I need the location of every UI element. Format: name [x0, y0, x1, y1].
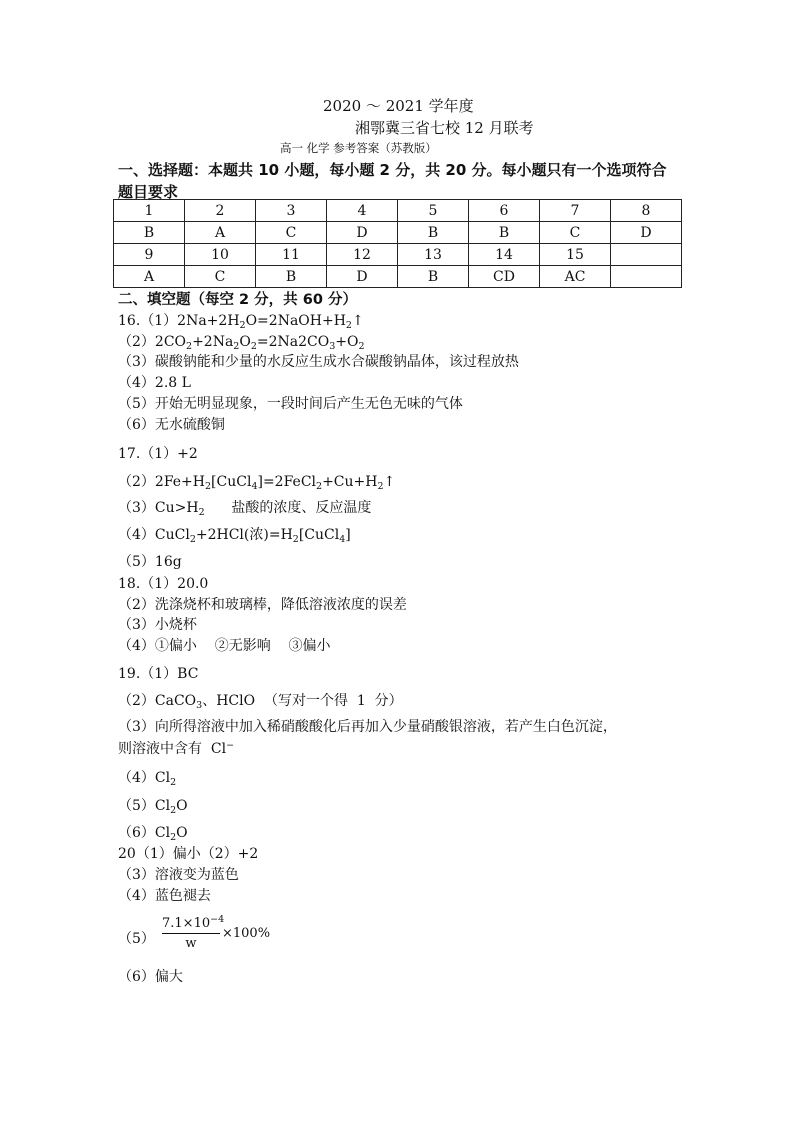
- q17-line4: （4）CuCl$_2$+2HCl(浓)$=H_2[CuCl_4]$: [118, 527, 351, 545]
- q19-line3-cont: 则溶液中含有 Cl−: [118, 740, 235, 757]
- q20-line4: （4）蓝色褪去: [118, 888, 211, 904]
- table-cell: 11: [256, 244, 327, 266]
- table-cell: D: [327, 222, 398, 244]
- q19-line5: $(5)Cl_2O$: [118, 798, 188, 816]
- table-cell: 5: [398, 200, 469, 222]
- q19-line2: （2）CaCO$_3$、HClO （写对一个得 1 分）: [118, 693, 403, 711]
- table-cell: 6: [469, 200, 540, 222]
- table-cell: 2: [185, 200, 256, 222]
- table-row: [114, 222, 682, 244]
- table-cell: B: [469, 222, 540, 244]
- header-year: 2020 ～ 2021 学年度: [323, 97, 474, 115]
- fraction-denominator: w: [185, 936, 197, 951]
- q18-line4: （4）①偏小 ②无影响 ③偏小: [118, 638, 331, 654]
- q16-line6: （6）无水硫酸铜: [118, 417, 225, 433]
- section1-title-cont: 题目要求: [118, 183, 179, 201]
- table-cell: AC: [540, 266, 611, 288]
- header-subject: 高一 化学 参考答案（苏教版）: [280, 141, 437, 155]
- table-cell: CD: [469, 266, 540, 288]
- answer-table: [113, 199, 682, 288]
- q17-line2: $(2)2Fe+H_2[CuCl_4]=2FeCl_2+Cu+H_2↑$: [118, 474, 396, 492]
- q17-line5: （5）16g: [118, 554, 182, 570]
- table-cell: C: [540, 222, 611, 244]
- table-cell: 1: [114, 200, 185, 222]
- header-exam-name: 湘鄂冀三省七校 12 月联考: [355, 119, 534, 137]
- q20-fraction: [162, 914, 225, 951]
- q17-line1: 17.（1）+2: [118, 446, 198, 462]
- fraction-multiplier: ×100%: [222, 926, 271, 941]
- q19-line4: $(4)Cl_2$: [118, 770, 177, 788]
- q20-line5-label: （5）: [118, 931, 155, 947]
- table-cell: C: [185, 266, 256, 288]
- q18-line1: 18.（1）20.0: [118, 576, 209, 592]
- table-cell: B: [114, 222, 185, 244]
- table-cell: 8: [611, 200, 682, 222]
- q20-line6: （6）偏大: [118, 969, 183, 985]
- q20-line3: （3）溶液变为蓝色: [118, 867, 239, 883]
- q19-line6: $(6)Cl_2O$: [118, 825, 188, 843]
- section1-title: 一、选择题：本题共 10 小题，每小题 2 分，共 20 分。每小题只有一个选项符合: [118, 161, 667, 179]
- q19-line3: （3）向所得溶液中加入稀硝酸酸化后再加入少量硝酸银溶液，若产生白色沉淀，: [118, 719, 617, 735]
- q19-line1: 19.（1）BC: [118, 666, 199, 682]
- q17-line3: $(3)Cu>H_2$ 盐酸的浓度、反应温度: [118, 500, 372, 518]
- table-cell: 14: [469, 244, 540, 266]
- q20-line1: 20（1）偏小（2）+2: [118, 846, 259, 862]
- table-row: [114, 266, 682, 288]
- table-cell: C: [256, 222, 327, 244]
- q16-line4: （4）2.8 L: [118, 375, 191, 391]
- table-cell: 4: [327, 200, 398, 222]
- table-cell: A: [114, 266, 185, 288]
- table-cell: B: [256, 266, 327, 288]
- q18-line3: （3）小烧杯: [118, 617, 197, 633]
- section2-title: 二、填空题（每空 2 分，共 60 分）: [118, 292, 357, 308]
- table-cell: [611, 244, 682, 266]
- table-cell: 7: [540, 200, 611, 222]
- table-cell: 12: [327, 244, 398, 266]
- q16-line5: （5）开始无明显现象，一段时间后产生无色无味的气体: [118, 396, 463, 412]
- table-cell: [611, 266, 682, 288]
- table-cell: B: [398, 222, 469, 244]
- table-cell: 13: [398, 244, 469, 266]
- table-cell: D: [327, 266, 398, 288]
- q18-line2: （2）洗涤烧杯和玻璃棒，降低溶液浓度的误差: [118, 597, 407, 613]
- table-cell: B: [398, 266, 469, 288]
- table-cell: 10: [185, 244, 256, 266]
- table-cell: 3: [256, 200, 327, 222]
- table-cell: D: [611, 222, 682, 244]
- q16-line1: $16.(1)2Na+2H_2O=2NaOH+H_2↑$: [118, 313, 364, 331]
- table-row: [114, 244, 682, 266]
- q16-line3: （3）碳酸钠能和少量的水反应生成水合碳酸钠晶体，该过程放热: [118, 354, 519, 370]
- table-cell: 15: [540, 244, 611, 266]
- q16-line2: $(2)2CO_2+2Na_2O_2=2Na2CO_3+O_2$: [118, 334, 365, 352]
- table-cell: A: [185, 222, 256, 244]
- table-row: [114, 200, 682, 222]
- table-cell: 9: [114, 244, 185, 266]
- fraction-numerator: $7.1\times 10^{-4}$: [162, 916, 220, 934]
